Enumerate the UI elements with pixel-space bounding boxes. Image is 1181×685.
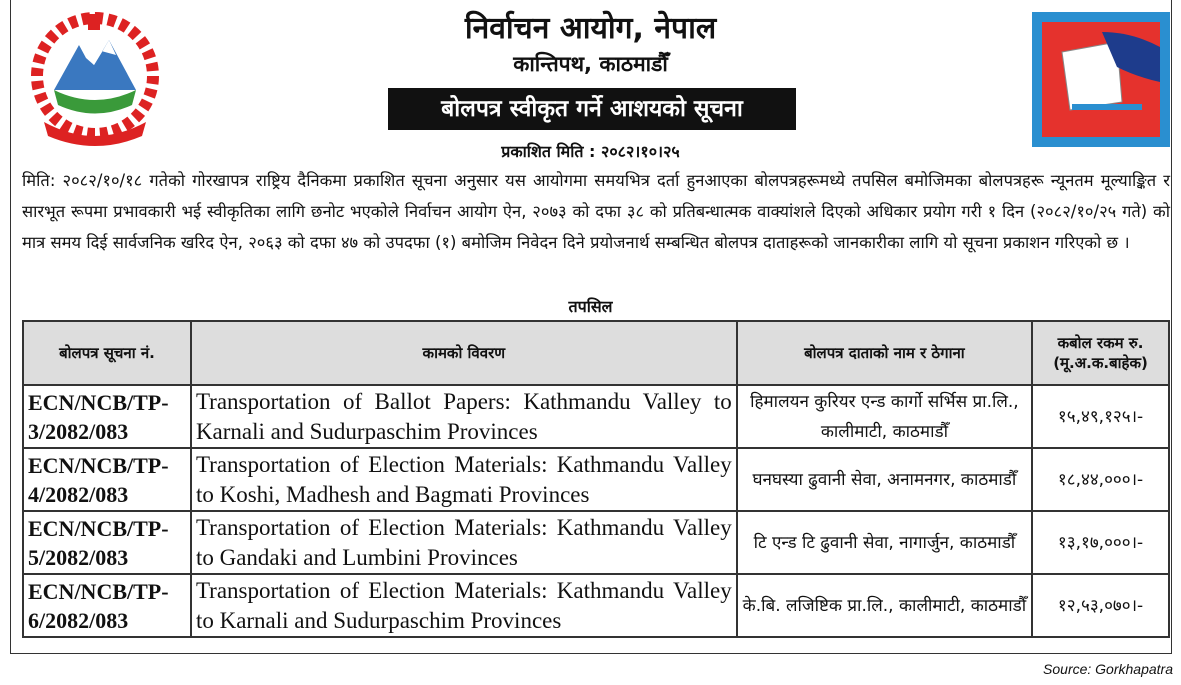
header-notice-no: बोलपत्र सूचना नं.	[23, 321, 191, 385]
notice-body: मिति: २०८२/१०/१८ गतेको गोरखापत्र राष्ट्रिय दैनिकमा प्रकाशित सूचना अनुसार यस आयोगमा समयभित्र दर्ता हुनआएका बोलपत्रहरूमध्ये तपसिल बमोजिमका बोलपत्रहरू न्यूनतम मूल्याङ्कित र सारभूत रूपमा प्रभावकारी भई स्वीकृतिका लागि छनोट भएकोले निर्वाचन आयोग ऐन, २०७३ को दफा ३८ को प्रतिबन्धात्मक वाक्यांशले दिएको अधिकार प्रयोग गरी १ दिन (२०८२/१०/२५ गते) को मात्र समय दिई सार्वजनिक खरिद ऐन, २०६३ को दफा ४७ को उपदफा (१) बमोजिम निवेदन दिने प्रयोजनार्थ सम्बन्धित बोलपत्र दाताहरूको जानकारीका लागि यो सूचना प्रकाशन गरिएको छ ।	[22, 171, 1170, 252]
description: Transportation of Election Materials: Kathmandu Valley to Gandaki and Lumbini Provinces	[191, 511, 737, 574]
bidder: टि एन्ड टि ढुवानी सेवा, नागार्जुन, काठमाडौँ	[737, 511, 1032, 574]
bidder: के.बि. लजिष्टिक प्रा.लि., कालीमाटी, काठमाडौँ	[737, 574, 1032, 637]
table-row	[23, 574, 1169, 637]
bidder: हिमालयन कुरियर एन्ड कार्गो सर्भिस प्रा.लि., कालीमाटी, काठमाडौँ	[737, 385, 1032, 448]
notice-no: ECN/NCB/TP-5/2082/083	[23, 511, 191, 574]
table-header-row	[23, 321, 1169, 385]
description: Transportation of Election Materials: Kathmandu Valley to Koshi, Madhesh and Bagmati Provinces	[191, 448, 737, 511]
bid-table	[22, 320, 1170, 638]
amount: १८,४४,०००।-	[1032, 448, 1169, 511]
table-row	[23, 385, 1169, 448]
table-row	[23, 448, 1169, 511]
notice-no: ECN/NCB/TP-4/2082/083	[23, 448, 191, 511]
description: Transportation of Ballot Papers: Kathmandu Valley to Karnali and Sudurpaschim Provinces	[191, 385, 737, 448]
table-caption: तपसिल	[568, 297, 613, 316]
amount: १३,१७,०००।-	[1032, 511, 1169, 574]
amount: १२,५३,०७०।-	[1032, 574, 1169, 637]
published-date: प्रकाशित मिति : २०८२।१०।२५	[501, 142, 680, 161]
table-row	[23, 511, 1169, 574]
organization-title: निर्वाचन आयोग, नेपाल	[464, 11, 717, 46]
amount: १५,४९,१२५।-	[1032, 385, 1169, 448]
notice-no: ECN/NCB/TP-3/2082/083	[23, 385, 191, 448]
notice-title: बोलपत्र स्वीकृत गर्ने आशयको सूचना	[388, 88, 796, 130]
description: Transportation of Election Materials: Kathmandu Valley to Karnali and Sudurpaschim Provinces	[191, 574, 737, 637]
notice-no: ECN/NCB/TP-6/2082/083	[23, 574, 191, 637]
bidder: घनघस्या ढुवानी सेवा, अनामनगर, काठमाडौँ	[737, 448, 1032, 511]
header-bidder: बोलपत्र दाताको नाम र ठेगाना	[737, 321, 1032, 385]
header-description: कामको विवरण	[191, 321, 737, 385]
header-amount: कबोल रकम रु. (मू.अ.क.बाहेक)	[1032, 321, 1169, 385]
organization-address: कान्तिपथ, काठमाडौँ	[513, 52, 668, 76]
source-credit: Source: Gorkhapatra	[1043, 661, 1173, 677]
